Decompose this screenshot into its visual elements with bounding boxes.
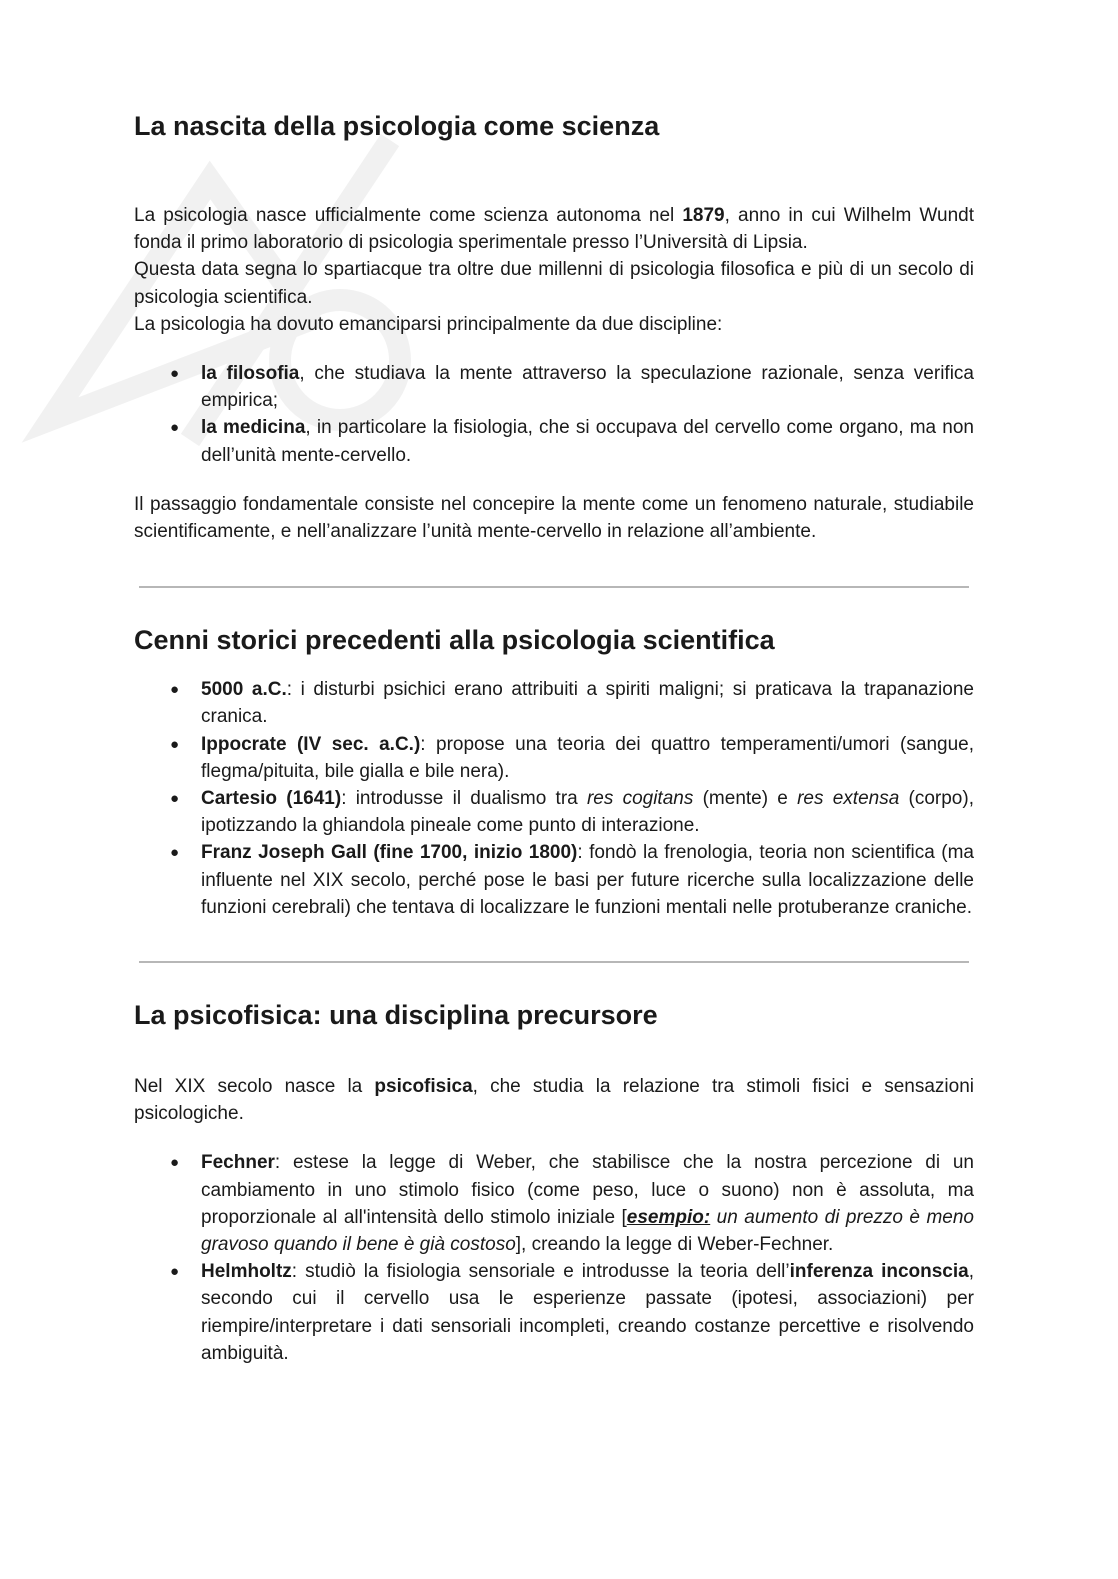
list-item: ● Franz Joseph Gall (fine 1700, inizio 1800): fondò la frenologia, teoria non scientifica (ma influente nel XIX secolo, perché pose le basi per future ricerche sulla localizzazione delle funzioni cerebrali) che tentava di localizzare le funzioni mentali nelle protuberanze craniche. (134, 839, 974, 921)
list-item: ● 5000 a.C.: i disturbi psichici erano attribuiti a spiriti maligni; si praticava la trapanazione cranica. (134, 676, 974, 730)
list-item: ● Cartesio (1641): introdusse il dualismo tra res cogitans (mente) e res extensa (corpo), ipotizzando la ghiandola pineale come punto di interazione. (134, 785, 974, 839)
list-item-helmholtz: ● Helmholtz: studiò la fisiologia sensoriale e introdusse la teoria dell’inferenza inconscia, secondo cui il cervello usa le esperienze passate (ipotesi, associazioni) per riempire/interpretare i dati sensoriali incompleti, creando costanze percettive e risolvendo ambiguità. (134, 1258, 974, 1367)
bullet-icon: ● (170, 419, 180, 437)
list-item: ● la medicina, in particolare la fisiologia, che si occupava del cervello come organo, ma non dell’unità mente-cervello. (134, 414, 974, 468)
example-label: esempio: (626, 1206, 711, 1228)
bullet-icon: ● (170, 365, 180, 383)
list-item: ● Ippocrate (IV sec. a.C.): propose una teoria dei quattro temperamenti/umori (sangue, flegma/pituita, bile gialla e bile nera). (134, 731, 974, 785)
paragraph-spartiacque: Questa data segna lo spartiacque tra oltre due millenni di psicologia filosofica e più di un secolo di psicologia scientifica. (134, 259, 974, 308)
bullet-icon: ● (170, 790, 180, 808)
bullet-icon: ● (170, 1154, 180, 1172)
section-title-psicofisica: La psicofisica: una disciplina precursore (134, 1000, 658, 1031)
list-item: ● la filosofia, che studiava la mente attraverso la speculazione razionale, senza verifica empirica; (134, 360, 974, 414)
psicofisica-list (134, 1149, 974, 1367)
disciplines-list (134, 360, 974, 469)
paragraph-discipline: La psicologia ha dovuto emanciparsi principalmente da due discipline: (134, 313, 723, 335)
section-title-nascita: La nascita della psicologia come scienza (134, 111, 660, 141)
document-page (134, 108, 974, 1367)
section-title-cenni-storici: Cenni storici precedenti alla psicologia scientifica (134, 625, 775, 656)
paragraph-passaggio: Il passaggio fondamentale consiste nel concepire la mente come un fenomeno naturale, studiabile scientificamente, e nell’analizzare l’unità mente-cervello in relazione all’ambiente. (134, 493, 974, 543)
paragraph-1879: La psicologia nasce ufficialmente come scienza autonoma nel 1879, anno in cui Wilhelm Wundt fonda il primo laboratorio di psicologia sperimentale presso l’Università di Lipsia. (134, 205, 974, 254)
bullet-icon: ● (170, 681, 180, 699)
paragraph-psicofisica: Nel XIX secolo nasce la psicofisica, che studia la relazione tra stimoli fisici e sensazioni psicologiche. (134, 1076, 974, 1125)
bullet-icon: ● (170, 735, 180, 753)
list-item-fechner: ● Fechner: estese la legge di Weber, che stabilisce che la nostra percezione di un cambiamento in uno stimolo fisico (come peso, luce o suono) non è assoluta, ma proporzionale al all'intensità dello stimolo iniziale [esempio: un aumento di prezzo è meno gravoso quando il bene è già costoso], creando la legge di Weber-Fechner. (134, 1149, 974, 1258)
bullet-icon: ● (170, 844, 180, 862)
bullet-icon: ● (170, 1263, 180, 1281)
year-1879: 1879 (682, 205, 725, 226)
history-list (134, 676, 974, 921)
